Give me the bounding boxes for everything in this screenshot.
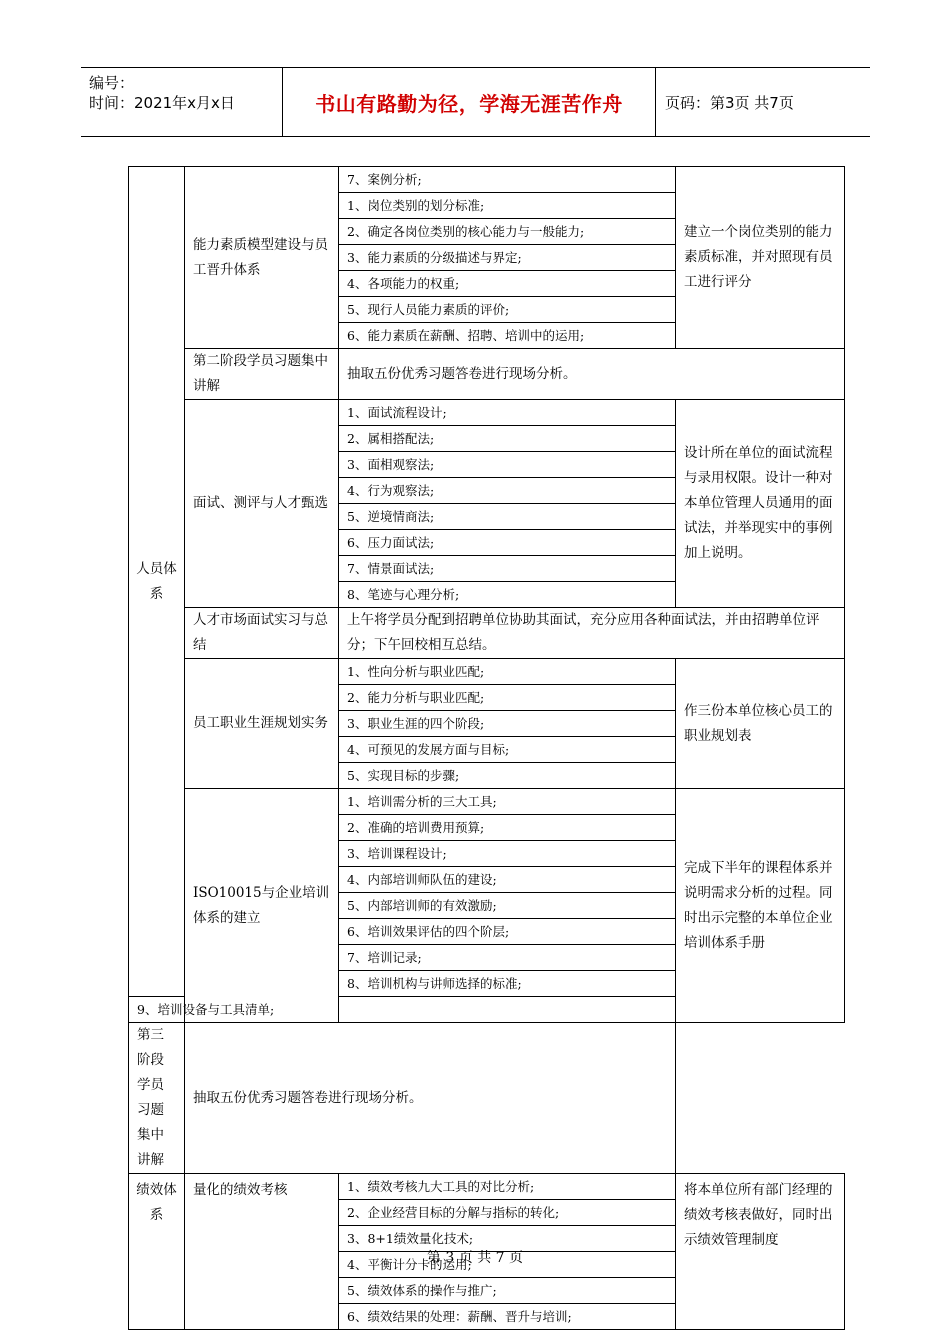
list-item: 5、实现目标的步骤; — [339, 763, 676, 789]
list-item: 5、现行人员能力素质的评价; — [339, 297, 676, 323]
list-item: 1、培训需分析的三大工具; — [339, 789, 676, 815]
assignment-text: 完成下半年的课程体系并说明需求分析的过程。同时出示完整的本单位企业培训体系手册 — [684, 859, 833, 951]
section-label: 绩效体系 — [136, 1182, 177, 1223]
header-divider — [655, 68, 656, 136]
list-item: 6、压力面试法; — [339, 530, 676, 556]
topic-cell — [185, 659, 339, 789]
list-item: 1、性向分析与职业匹配; — [339, 659, 676, 685]
list-item: 7、情景面试法; — [339, 556, 676, 582]
topic-label: 面试、测评与人才甄选 — [193, 495, 328, 511]
page-header — [81, 67, 870, 137]
list-item: 6、绩效结果的处理：薪酬、晋升与培训; — [339, 1304, 676, 1330]
table-row — [129, 167, 845, 193]
assignment-text: 设计所在单位的面试流程与录用权限。设计一种对本单位管理人员通用的面试法，并举现实中的事例加上说明。 — [684, 445, 833, 561]
list-item: 2、属相搭配法; — [339, 426, 676, 452]
topic-label: 第三阶段学员习题集中讲解 — [137, 1027, 164, 1168]
table-row — [129, 349, 845, 400]
assignment-cell — [676, 400, 845, 608]
list-item: 2、准确的培训费用预算; — [339, 815, 676, 841]
page-footer: 第 3 页 共 7 页 — [426, 1250, 524, 1266]
list-item: 1、岗位类别的划分标准; — [339, 193, 676, 219]
list-item: 8、培训机构与讲师选择的标准; — [339, 971, 676, 997]
list-item: 7、案例分析; — [339, 167, 676, 193]
section-personnel — [129, 167, 185, 997]
list-item: 2、确定各岗位类别的核心能力与一般能力; — [339, 219, 676, 245]
header-info — [89, 73, 235, 113]
list-item: 2、能力分析与职业匹配; — [339, 685, 676, 711]
list-item: 3、职业生涯的四个阶段; — [339, 711, 676, 737]
assignment-cell — [676, 167, 845, 349]
header-motto: 书山有路勤为径，学海无涯苦作舟 — [315, 91, 623, 116]
table-row — [129, 1023, 845, 1174]
list-item: 1、面试流程设计; — [339, 400, 676, 426]
table-row — [129, 789, 845, 815]
list-item: 5、逆境情商法; — [339, 504, 676, 530]
time-label: 时间：2021年x月x日 — [89, 94, 235, 112]
list-item: 4、平衡计分卡的运用; — [339, 1252, 676, 1278]
topic-label: 员工职业生涯规划实务 — [193, 715, 328, 731]
topic-label: ISO10015与企业培训体系的建立 — [193, 884, 330, 926]
assignment-cell — [676, 789, 845, 1023]
course-table — [128, 166, 845, 1330]
list-item: 2、企业经营目标的分解与指标的转化; — [339, 1200, 676, 1226]
list-item: 5、绩效体系的操作与推广; — [339, 1278, 676, 1304]
assignment-text: 作三份本单位核心员工的职业规划表 — [684, 702, 833, 744]
content-cell: 抽取五份优秀习题答卷进行现场分析。 — [339, 349, 845, 400]
topic-cell — [185, 167, 339, 349]
list-item: 4、各项能力的权重; — [339, 271, 676, 297]
content-cell: 上午将学员分配到招聘单位协助其面试，充分应用各种面试法，并由招聘单位评分；下午回校相互总结。 — [339, 608, 845, 659]
assignment-text: 建立一个岗位类别的能力素质标准，并对照现有员工进行评分 — [684, 224, 833, 290]
list-item: 6、培训效果评估的四个阶层; — [339, 919, 676, 945]
topic-label: 量化的绩效考核 — [193, 1182, 288, 1198]
header-page-label: 页码：第3页 共7页 — [665, 94, 794, 112]
assignment-text: 将本单位所有部门经理的绩效考核表做好，同时出示绩效管理制度 — [684, 1182, 833, 1248]
list-item: 3、能力素质的分级描述与界定; — [339, 245, 676, 271]
list-item: 9、培训设备与工具清单; — [129, 997, 185, 1023]
list-item: 5、内部培训师的有效激励; — [339, 893, 676, 919]
assignment-cell — [676, 659, 845, 789]
topic-cell — [185, 400, 339, 608]
number-label: 编号： — [89, 74, 135, 92]
table-row — [129, 400, 845, 426]
topic-label: 能力素质模型建设与员工晋升体系 — [193, 236, 328, 278]
table-row — [129, 608, 845, 659]
topic-cell — [185, 789, 339, 1023]
list-item: 7、培训记录; — [339, 945, 676, 971]
list-item: 4、行为观察法; — [339, 478, 676, 504]
table-row — [129, 659, 845, 685]
list-item: 6、能力素质在薪酬、招聘、培训中的运用; — [339, 323, 676, 349]
list-item: 3、面相观察法; — [339, 452, 676, 478]
topic-cell — [129, 1023, 185, 1174]
table-row — [129, 1174, 845, 1200]
list-item: 4、可预见的发展方面与目标; — [339, 737, 676, 763]
list-item: 8、笔迹与心理分析; — [339, 582, 676, 608]
list-item: 3、8+1绩效量化技术; — [339, 1226, 676, 1252]
topic-cell — [185, 608, 339, 659]
topic-label: 人才市场面试实习与总结 — [193, 612, 328, 653]
content-cell: 抽取五份优秀习题答卷进行现场分析。 — [185, 1023, 676, 1174]
list-item: 3、培训课程设计; — [339, 841, 676, 867]
list-item: 1、绩效考核九大工具的对比分析; — [339, 1174, 676, 1200]
topic-cell — [185, 349, 339, 400]
section-label: 人员体系 — [136, 560, 177, 602]
topic-label: 第二阶段学员习题集中讲解 — [193, 353, 328, 394]
list-item: 4、内部培训师队伍的建设; — [339, 867, 676, 893]
